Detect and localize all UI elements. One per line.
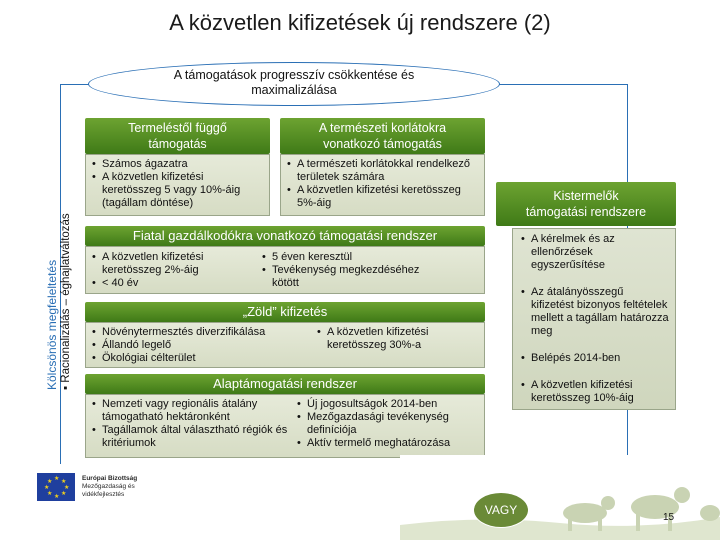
box-small-farmers-body [512, 228, 676, 410]
bullet-item: • Ökológiai célterület [92, 352, 317, 365]
ellipse-line-2: maximalizálása [251, 83, 337, 97]
eu-text-line: Európai Bizottság [82, 475, 138, 482]
header-line: Kistermelők [553, 189, 619, 203]
box-young-farmers-body [85, 246, 485, 294]
progressive-reduction-ellipse [88, 62, 500, 106]
bullet-item: • Számos ágazatra [92, 158, 263, 171]
bullet-item: • Aktív termelő meghatározása [297, 437, 477, 450]
eu-commission-text [82, 475, 137, 499]
box-coupled-support-body [85, 154, 270, 216]
bullet-item: • Az átalányösszegű kifizetést bizonyos feltételek mellett a tagállam határozza meg [521, 286, 669, 338]
bullet-item: • A természeti korlátokkal rendelkező területek számára [287, 158, 478, 184]
bullet-item: • A közvetlen kifizetési keretösszeg 30%-a [317, 326, 472, 352]
vertical-label [45, 118, 79, 390]
bullet-item: • Növénytermesztés diverzifikálása [92, 326, 317, 339]
bullet-item: • A közvetlen kifizetési keretösszeg 10%-áig [521, 379, 669, 405]
bullet-item: • 5 éven keresztül [262, 251, 432, 264]
bullet-item: • Új jogosultságok 2014-ben [297, 398, 477, 411]
header-line: A természeti korlátokra [318, 121, 447, 135]
box-young-farmers [85, 226, 485, 296]
page-title: A közvetlen kifizetések új rendszere (2) [169, 10, 551, 35]
bullet-item: • Belépés 2014-ben [521, 352, 669, 365]
header-line: támogatási rendszere [525, 205, 647, 219]
bullet-item: • Tevékenység megkezdéséhez kötött [262, 264, 432, 290]
or-badge: VAGY [473, 492, 529, 528]
page-number: 15 [663, 512, 675, 523]
header-line: támogatás [148, 137, 207, 151]
box-natural-constraints-body [280, 154, 485, 216]
box-natural-constraints [280, 118, 485, 218]
box-greening [85, 302, 485, 370]
bullet-item: • A közvetlen kifizetési keretösszeg 5 vagy 10%-áig (tagállam döntése) [92, 171, 263, 210]
box-basic-payment [85, 374, 485, 460]
box-basic-payment-header: Alaptámogatási rendszer [85, 374, 485, 394]
bullet-item: • A közvetlen kifizetési keretösszeg 2%-áig [92, 251, 262, 277]
eu-flag-icon: ★ ★ ★ ★ ★ ★ ★ ★ [37, 473, 75, 501]
farm-animals-illustration [400, 455, 720, 540]
ellipse-line-1: A támogatások progresszív csökkentése és [173, 68, 415, 82]
bullet-item: • A közvetlen kifizetési keretösszeg 5%-áig [287, 184, 478, 210]
bullet-item: • Mezőgazdasági tevékenység definíciója [297, 411, 477, 437]
box-coupled-support-header [85, 118, 270, 154]
box-basic-payment-body [85, 394, 485, 458]
vertical-label-rationalisation: ▪ Racionalizálás – éghajlatváltozás [60, 213, 72, 390]
vertical-label-cross-compliance: Kölcsönös megfeleltetés [45, 259, 59, 390]
bullet-item: • A kérelmek és az ellenőrzések egyszerűsítése [521, 233, 669, 272]
box-small-farmers-header [496, 182, 676, 226]
bullet-item: • Nemzeti vagy regionális átalány támogatható hektáronként [92, 398, 297, 424]
eu-text-line: vidékfejlesztés [82, 491, 125, 498]
header-line: Termeléstől függő [128, 121, 227, 135]
bullet-item: • Állandó legelő [92, 339, 317, 352]
box-young-farmers-header: Fiatal gazdálkodókra vonatkozó támogatási rendszer [85, 226, 485, 246]
eu-text-line: Mezőgazdaság és [82, 483, 135, 490]
box-greening-body [85, 322, 485, 368]
header-line: vonatkozó támogatás [323, 137, 442, 151]
box-greening-header: „Zöld” kifizetés [85, 302, 485, 322]
bullet-item: • Tagállamok által választható régiók és kritériumok [92, 424, 297, 450]
box-natural-constraints-header [280, 118, 485, 154]
bullet-item: • < 40 év [92, 277, 262, 290]
box-coupled-support [85, 118, 270, 218]
